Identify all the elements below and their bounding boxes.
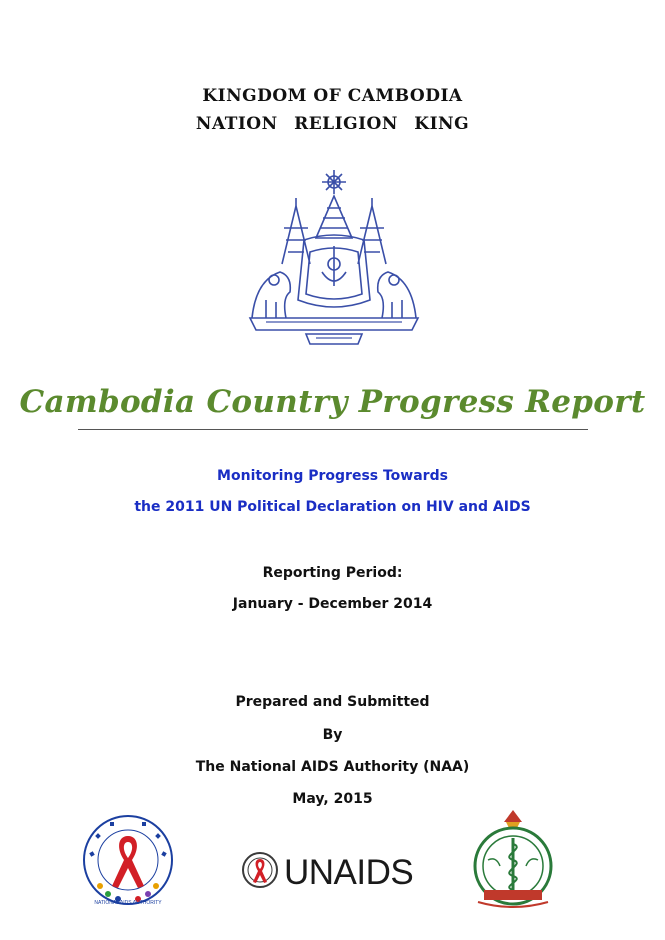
- title-divider: [78, 429, 588, 430]
- authority-line: The National AIDS Authority (NAA): [195, 759, 470, 775]
- reporting-period-value: January - December 2014: [232, 596, 433, 612]
- unaids-logo-text: UNAIDS: [284, 853, 414, 890]
- by-line: By: [322, 727, 343, 743]
- report-title: Cambodia Country Progress Report: [19, 384, 646, 420]
- unaids-logo-icon: [240, 850, 426, 890]
- subtitle-line-2: the 2011 UN Political Declaration on HIV and AIDS: [134, 499, 531, 515]
- prepared-line: Prepared and Submitted: [235, 694, 430, 710]
- subtitle-line-1: Monitoring Progress Towards: [217, 468, 448, 484]
- naa-logo-text: NATIONAL AIDS AUTHORITY: [94, 900, 162, 906]
- reporting-period-label: Reporting Period:: [262, 565, 403, 581]
- national-motto: NATION RELIGION KING: [195, 114, 470, 134]
- national-aids-authority-logo-icon: [80, 812, 176, 908]
- royal-arms-of-cambodia-icon: [246, 168, 422, 348]
- report-date: May, 2015: [292, 791, 373, 807]
- kingdom-heading: KINGDOM OF CAMBODIA: [202, 86, 463, 106]
- ministry-of-health-logo-icon: [466, 808, 560, 912]
